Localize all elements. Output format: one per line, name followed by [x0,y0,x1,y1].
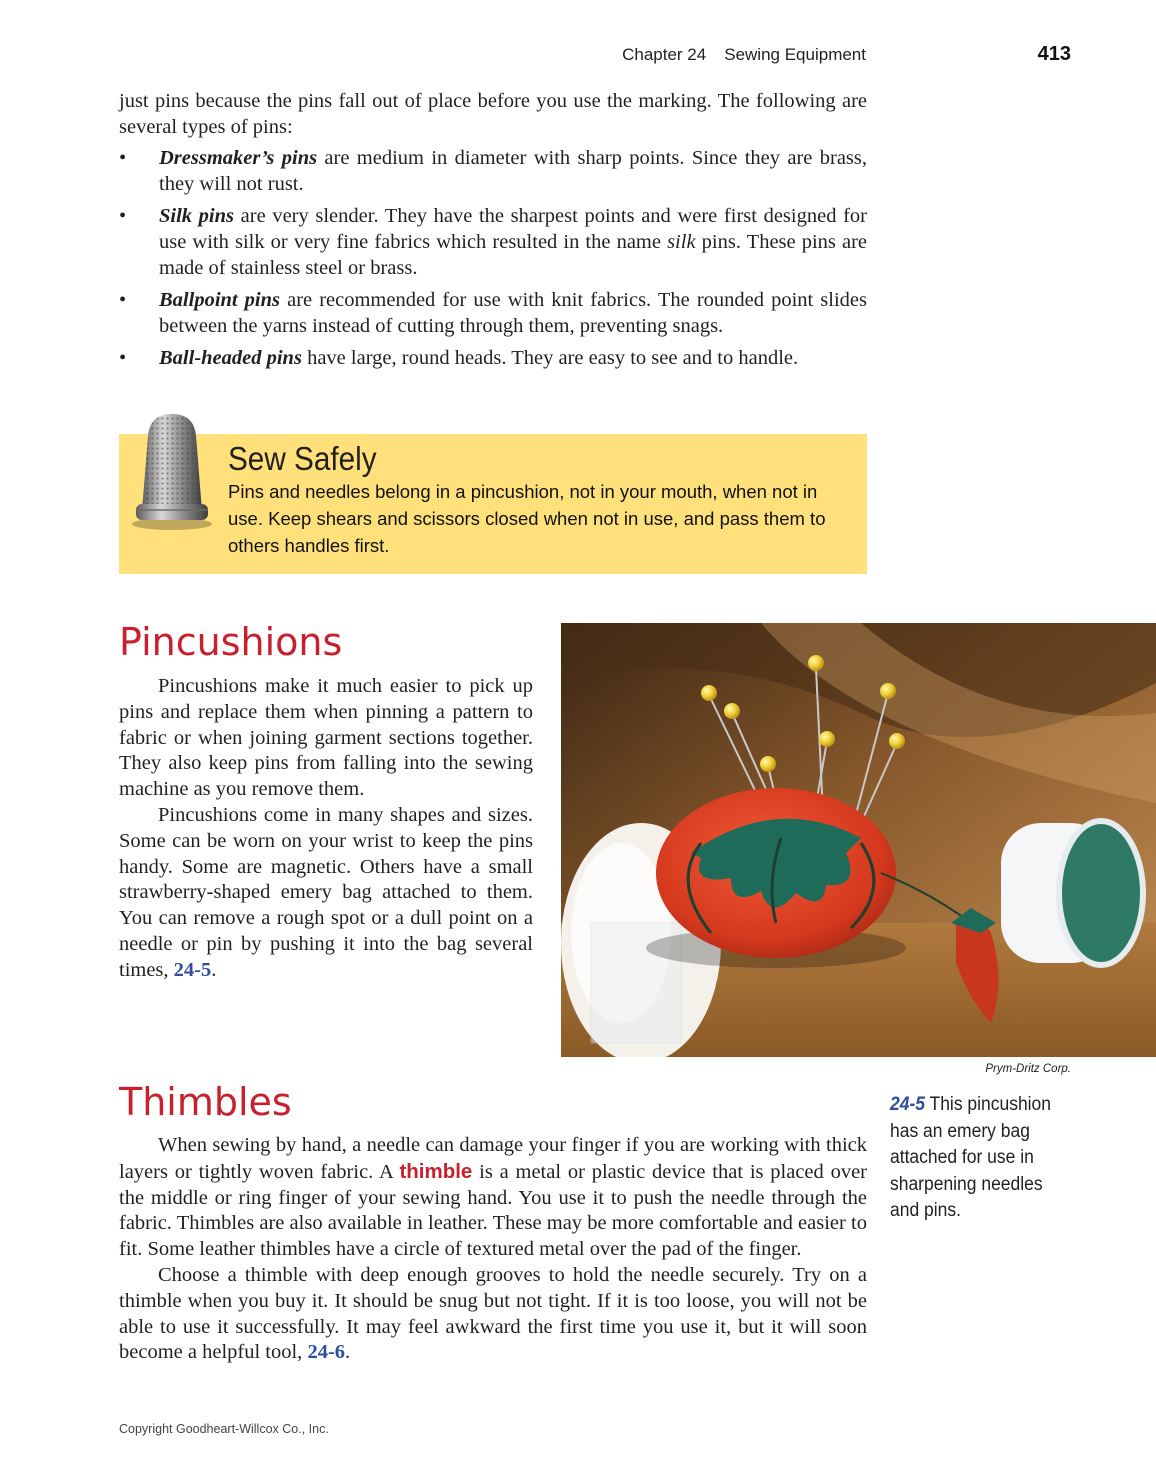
pin-term: Ball-headed pins [159,347,302,369]
pin-types-list [119,145,867,377]
thimbles-heading: Thimbles [119,1080,292,1124]
paragraph: When sewing by hand, a needle can damage your finger if you are working with thick layers or tightly woven fabric. A thimble is a metal or plastic device that is placed over the middle or ring finger of your sewing hand. You use it to push the needle through the fabric. Thimbles are also available in leather. These may be more comfortable and easier to fit. Some leather thimbles have a circle of textured metal over the pad of the finger. [119,1134,867,1261]
pincushions-text [119,674,533,984]
bullet: • [119,347,127,369]
pin-desc-italic: silk [667,231,696,253]
pin-term: Silk pins [159,205,235,227]
figure-caption [890,1092,1056,1225]
photo-credit: Prym-Dritz Corp. [985,1063,1071,1075]
bullet: • [119,205,127,227]
thimble-icon [120,406,225,531]
intro-paragraph: just pins because the pins fall out of place before you use the marking. The following are several types of pins: [119,90,867,138]
pin-desc: have large, round heads. They are easy to see and to handle. [301,347,799,369]
running-head [560,45,866,65]
page-number: 413 [1037,43,1071,65]
bullet: • [119,289,127,311]
pin-desc: pins. These pins are made of stainless steel or brass. [159,231,868,279]
sew-safely-title: Sew Safely [228,440,377,477]
list-item [119,345,867,371]
figure-reference[interactable]: 24-6 [307,1341,346,1364]
list-item [119,203,867,281]
chapter-title: Sewing Equipment [724,45,866,64]
pin-desc: are recommended for use with knit fabrics. The rounded point slides between the yarns instead of cutting through them, preventing snags. [159,289,867,337]
paragraph: Pincushions come in many shapes and sizes. Some can be worn on your wrist to keep the pins handy. Some are magnetic. Others have a small strawberry-shaped emery bag attached to them. You can remove a rough spot or a dull point on a needle or pin by pushing it into the bag several times, 24-5. [119,803,533,981]
copyright: Copyright Goodheart-Willcox Co., Inc. [119,1422,329,1436]
list-item [119,145,867,197]
pincushion-photo [561,623,1156,1057]
pin-term: Ballpoint pins [159,289,281,311]
caption-text: This pincushion has an emery bag attached for use in sharpening needles and pins. [890,1094,1051,1221]
figure-number: 24-5 [890,1094,925,1115]
bullet: • [119,147,127,169]
figure-reference[interactable]: 24-5 [173,958,212,981]
thimbles-text [119,1133,867,1366]
pin-desc: are medium in diameter with sharp points. Since they are brass, they will not rust. [159,147,867,195]
list-item [119,287,867,339]
paragraph: Choose a thimble with deep enough grooves to hold the needle securely. Try on a thimble when you buy it. It should be snug but not tight. If it is too loose, you will not be able to use it successfully. It may feel awkward the first time you use it, but it will soon become a helpful tool, 24-6. [119,1263,867,1364]
pin-desc: are very slender. They have the sharpest points and were first designed for use with silk or very fine fabrics which resulted in the name [159,205,867,253]
pin-term: Dressmaker’s pins [159,147,318,169]
paragraph: Pincushions make it much easier to pick up pins and replace them when pinning a pattern to fabric or when joining garment sections together. They also keep pins from falling into the sewing machine as you remove them. [119,675,533,801]
sew-safely-body: Pins and needles belong in a pincushion, not in your mouth, when not in use. Keep shears and scissors closed when not in use, and pass them to others handles first. [228,481,826,556]
key-term: thimble [399,1159,473,1183]
chapter-label: Chapter 24 [622,45,707,64]
pincushions-heading: Pincushions [119,620,343,664]
